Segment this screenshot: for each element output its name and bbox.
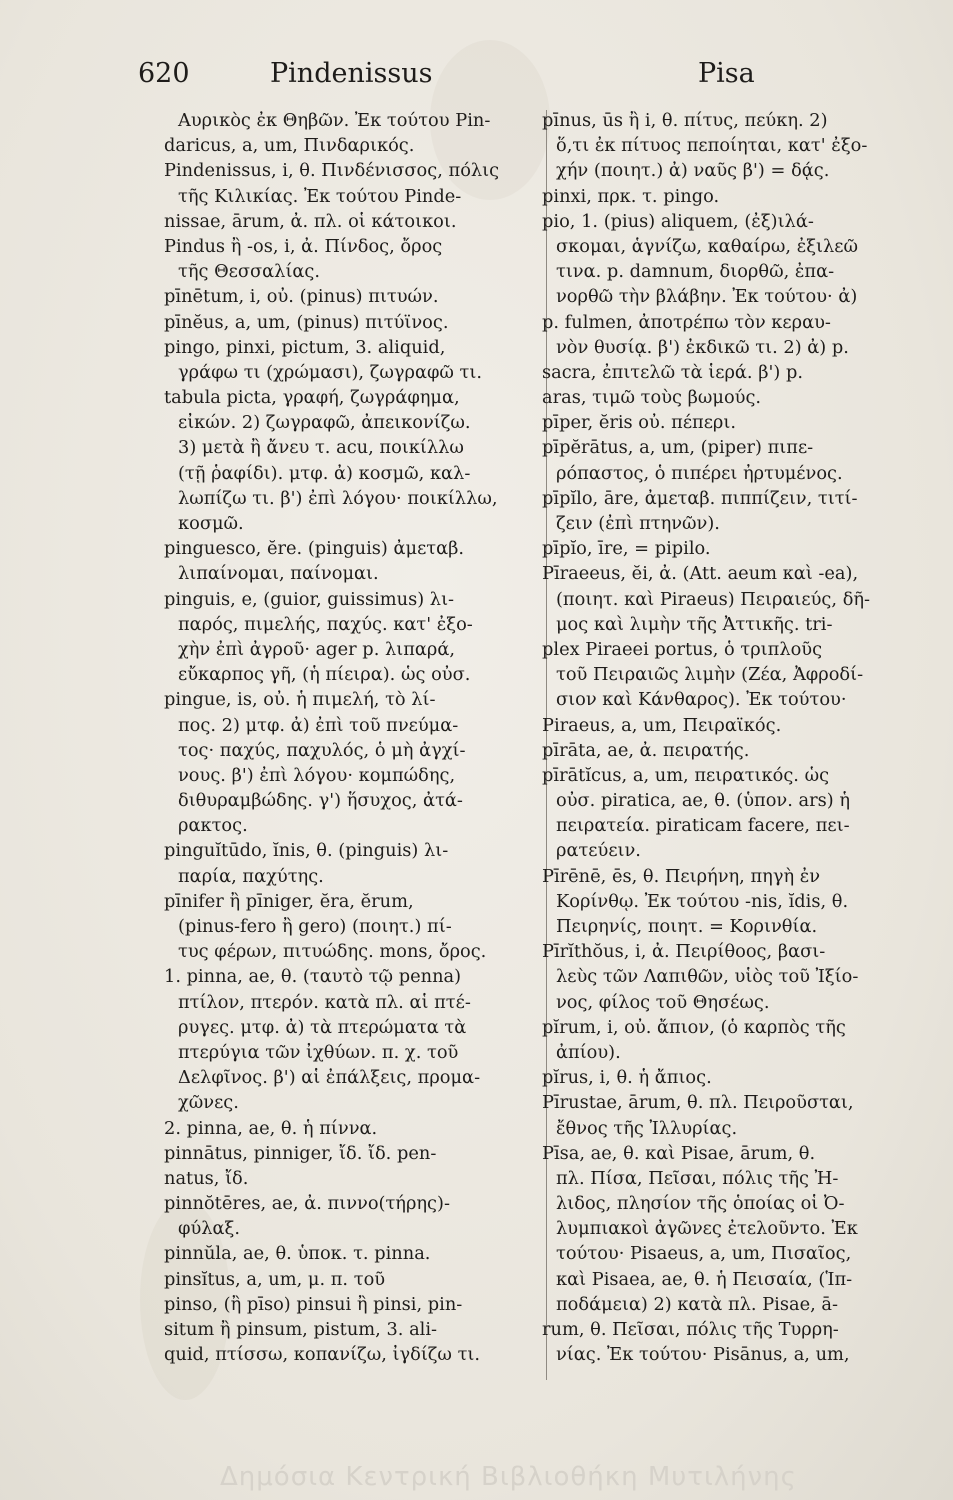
- library-watermark: Δημόσια Κεντρική Βιβλιοθήκη Μυτιλήνης: [220, 1462, 797, 1492]
- entry-line: pinxi, πρκ. τ. pingo.: [542, 185, 720, 207]
- entry-line: pīnus, ūs ἢ i, θ. πίτυς, πεύκη. 2): [542, 110, 828, 131]
- entry-line: Piraeus, a, um, Πειραϊκός.: [542, 714, 782, 736]
- entry-line: ζειν (ἐπὶ πτηνῶν).: [556, 513, 720, 534]
- entry-line: pinguesco, ĕre. (pinguis) ἀμεταβ.: [164, 538, 465, 560]
- entry-line: pio, 1. (pius) aliquem, (ἐξ)ιλά-: [542, 210, 814, 232]
- entry-line: pinguĭtūdo, ĭnis, θ. (pinguis) λι-: [164, 840, 449, 862]
- left-guide-word: Pindenissus: [270, 58, 433, 89]
- entry-line: πτίλον, πτερόν. κατὰ πλ. αἱ πτέ-: [178, 991, 471, 1013]
- entry-line: χήν (ποιητ.) ἀ) ναῦς β') = δᾴς.: [556, 160, 830, 182]
- entry-line: εἰκών. 2) ζωγραφῶ, ἀπεικονίζω.: [178, 412, 471, 434]
- entry-line: Pīraeeus, ĕi, ἀ. (Att. aeum καὶ -ea),: [542, 563, 859, 585]
- entry-line: ρόπαστος, ὁ πιπέρει ἠρτυμένος.: [556, 462, 843, 484]
- entry-line: παρία, παχύτης.: [178, 865, 324, 887]
- entry-line: οὐσ. piratica, ae, θ. (ὑπον. ars) ἡ: [556, 790, 850, 812]
- entry-line: aras, τιμῶ τοὺς βωμούς.: [542, 387, 762, 409]
- entry-line: τυς φέρων, πιτυώδης. mons, ὄρος.: [178, 941, 487, 963]
- entry-line: Δελφῖνος. β') αἱ ἐπάλξεις, προμα-: [178, 1067, 481, 1089]
- entry-line: Αυρικὸς ἐκ Θηβῶν. Ἐκ τούτου Pin-: [178, 110, 491, 131]
- entry-line: pinso, (ἢ pīso) pinsui ἢ pinsi, pin-: [164, 1293, 463, 1315]
- entry-line: χὴν ἐπὶ ἀγροῦ· ager p. λιπαρά,: [178, 638, 456, 660]
- entry-line: pīrāta, ae, ἀ. πειρατής.: [542, 739, 750, 761]
- entry-line: κοσμῶ.: [178, 513, 244, 534]
- entry-line: νους. β') ἐπὶ λόγου· κομπώδης,: [178, 764, 456, 786]
- entry-line: φύλαξ.: [178, 1218, 240, 1240]
- right-column: [542, 108, 926, 1367]
- entry-line: νορθῶ τὴν βλάβην. Ἐκ τούτου· ἀ): [556, 286, 858, 308]
- right-guide-word: Pisa: [698, 58, 755, 89]
- entry-line: Pindenissus, i, θ. Πινδένισσος, πόλις: [164, 160, 500, 182]
- entry-line: Πειρηνίς, ποιητ. = Κορινθία.: [556, 916, 818, 937]
- entry-line: σιον καὶ Κάνθαρος). Ἐκ τούτου·: [556, 689, 847, 711]
- entry-line: τοῦ Πειραιῶς λιμὴν (Ζέα, Ἀφροδί-: [556, 664, 864, 686]
- entry-line: νὸν θυσίᾳ. β') ἐκδικῶ τι. 2) ἀ) p.: [556, 336, 849, 358]
- entry-line: τος· παχύς, παχυλός, ὁ μὴ ἀγχί-: [178, 739, 466, 761]
- entry-line: 1. pinna, ae, θ. (ταυτὸ τῷ penna): [164, 966, 462, 988]
- entry-line: tabula picta, γραφή, ζωγράφημα,: [164, 387, 460, 409]
- page-number: 620: [138, 58, 190, 89]
- entry-line: pīpĭlo, āre, ἀμεταβ. πιππίζειν, τιτί-: [542, 487, 858, 509]
- entry-line: plex Piraeei portus, ὁ τριπλοῦς: [542, 638, 823, 660]
- entry-line: γράφω τι (χρώμασι), ζωγραφῶ τι.: [178, 361, 483, 383]
- entry-line: 3) μετὰ ἢ ἄνευ τ. acu, ποικίλλω: [178, 437, 464, 459]
- entry-line: πλ. Πίσα, Πεῖσαι, πόλις τῆς Ἠ-: [556, 1167, 839, 1189]
- entry-line: ρακτος.: [178, 815, 248, 837]
- entry-line: τινα. p. damnum, διορθῶ, ἐπα-: [556, 261, 835, 283]
- entry-line: pīnĕus, a, um, (pinus) πιτύϊνος.: [164, 311, 449, 333]
- entry-line: νίας. Ἐκ τούτου· Pisānus, a, um,: [556, 1344, 850, 1366]
- entry-line: λιδος, πλησίον τῆς ὁποίας οἱ Ὀ-: [556, 1193, 845, 1215]
- entry-line: rum, θ. Πεῖσαι, πόλις τῆς Τυρρη-: [542, 1319, 839, 1340]
- entry-line: pinsĭtus, a, um, μ. π. τοῦ: [164, 1268, 386, 1290]
- entry-line: pīper, ĕris οὐ. πέπερι.: [542, 412, 737, 434]
- entry-line: pingo, pinxi, pictum, 3. aliquid,: [164, 336, 446, 358]
- entry-line: (pinus-fero ἢ gero) (ποιητ.) πί-: [178, 916, 452, 937]
- entry-line: τῆς Θεσσαλίας.: [178, 261, 321, 283]
- entry-line: pīrātĭcus, a, um, πειρατικός. ὡς: [542, 764, 830, 786]
- entry-line: διθυραμβώδης. γ') ἥσυχος, ἀτά-: [178, 790, 463, 812]
- entry-line: pĭrus, i, θ. ἡ ἄπιος.: [542, 1067, 712, 1089]
- entry-line: Pīrēnē, ēs, θ. Πειρήνη, πηγὴ ἐν: [542, 865, 821, 887]
- entry-line: χῶνες.: [178, 1092, 239, 1114]
- entry-line: λιπαίνομαι, παίνομαι.: [178, 563, 379, 585]
- entry-line: pīpĕrātus, a, um, (piper) πιπε-: [542, 437, 814, 459]
- entry-line: (τῇ ῥαφίδι). μτφ. ἀ) κοσμῶ, καλ-: [178, 462, 471, 484]
- entry-line: Pindus ἢ -os, i, ἀ. Πίνδος, ὄρος: [164, 235, 443, 257]
- entry-line: πτερύγια τῶν ἰχθύων. π. χ. τοῦ: [178, 1041, 459, 1063]
- entry-line: καὶ Pisaea, ae, θ. ἡ Πεισαία, (Ἱπ-: [556, 1268, 853, 1290]
- entry-line: pinnātus, pinniger, ἴδ. ἴδ. pen-: [164, 1142, 437, 1164]
- entry-line: pĭrum, i, οὐ. ἄπιον, (ὁ καρπὸς τῆς: [542, 1016, 846, 1038]
- entry-line: ὅ,τι ἐκ πίτυος πεποίηται, κατ' ἐξο-: [556, 135, 868, 157]
- entry-line: πος. 2) μτφ. ἀ) ἐπὶ τοῦ πνεύμα-: [178, 714, 459, 736]
- entry-line: ποδάμεια) 2) κατὰ πλ. Pisae, ā-: [556, 1293, 839, 1315]
- entry-line: νος, φίλος τοῦ Θησέως.: [556, 991, 770, 1013]
- entry-line: p. fulmen, ἀποτρέπω τὸν κεραυ-: [542, 311, 831, 333]
- entry-line: pīpĭo, īre, = pipilo.: [542, 538, 711, 560]
- entry-line: 2. pinna, ae, θ. ἡ πίννα.: [164, 1117, 378, 1139]
- entry-line: τούτου· Pisaeus, a, um, Πισαῖος,: [556, 1243, 852, 1265]
- entry-line: nissae, ārum, ἀ. πλ. οἱ κάτοικοι.: [164, 210, 457, 232]
- entry-line: εὔκαρπος γῆ, (ἡ πίειρα). ὡς οὐσ.: [178, 664, 471, 686]
- entry-line: ρατεύειν.: [556, 840, 641, 862]
- entry-line: pīnifer ἢ pīniger, ĕra, ĕrum,: [164, 890, 414, 912]
- entry-line: sacra, ἐπιτελῶ τὰ ἱερά. β') p.: [542, 361, 803, 383]
- entry-line: λωπίζω τι. β') ἐπὶ λόγου· ποικίλλω,: [178, 487, 498, 509]
- entry-line: pinnŏtēres, ae, ἀ. πιννο(τήρης)-: [164, 1193, 450, 1215]
- entry-line: daricus, a, um, Πινδαρικός.: [164, 135, 415, 157]
- entry-line: τῆς Κιλικίας. Ἐκ τούτου Pinde-: [178, 185, 462, 207]
- entry-line: Pīrustae, ārum, θ. πλ. Πειροῦσται,: [542, 1092, 854, 1114]
- entry-line: σκομαι, ἁγνίζω, καθαίρω, ἐξιλεῶ: [556, 235, 859, 257]
- entry-line: Pīrĭthŏus, i, ἀ. Πειρίθοος, βασι-: [542, 941, 826, 963]
- running-header: [138, 58, 908, 98]
- entry-line: ἔθνος τῆς Ἰλλυρίας.: [556, 1117, 738, 1139]
- entry-line: pingue, is, οὐ. ἡ πιμελή, τὸ λί-: [164, 689, 436, 711]
- entry-line: ἀπίου).: [556, 1041, 621, 1063]
- entry-line: ρυγες. μτφ. ἀ) τὰ πτερώματα τὰ: [178, 1016, 467, 1038]
- entry-line: pinnŭla, ae, θ. ὑποκ. τ. pinna.: [164, 1243, 431, 1265]
- entry-line: (ποιητ. καὶ Piraeus) Πειραιεύς, δῆ-: [556, 588, 871, 610]
- left-column: [164, 108, 548, 1367]
- entry-line: μος καὶ λιμὴν τῆς Ἀττικῆς. tri-: [556, 613, 833, 635]
- entry-line: παρός, πιμελής, παχύς. κατ' ἐξο-: [178, 613, 473, 635]
- entry-line: πειρατεία. piraticam facere, πει-: [556, 815, 850, 837]
- entry-line: quid, πτίσσω, κοπανίζω, ἰγδίζω τι.: [164, 1344, 481, 1366]
- entry-line: pīnētum, i, οὐ. (pinus) πιτυών.: [164, 286, 439, 308]
- entry-line: λεὺς τῶν Λαπιθῶν, υἱὸς τοῦ Ἰξίο-: [556, 966, 859, 988]
- entry-line: natus, ἴδ.: [164, 1167, 249, 1189]
- entry-line: situm ἢ pinsum, pistum, 3. ali-: [164, 1319, 438, 1340]
- entry-line: λυμπιακοὶ ἀγῶνες ἐτελοῦντο. Ἐκ: [556, 1218, 858, 1240]
- entry-line: Κορίνθῳ. Ἐκ τούτου -nis, ĭdis, θ.: [556, 890, 849, 912]
- entry-line: Pīsa, ae, θ. καὶ Pisae, ārum, θ.: [542, 1142, 816, 1164]
- entry-line: pinguis, e, (guior, guissimus) λι-: [164, 588, 455, 610]
